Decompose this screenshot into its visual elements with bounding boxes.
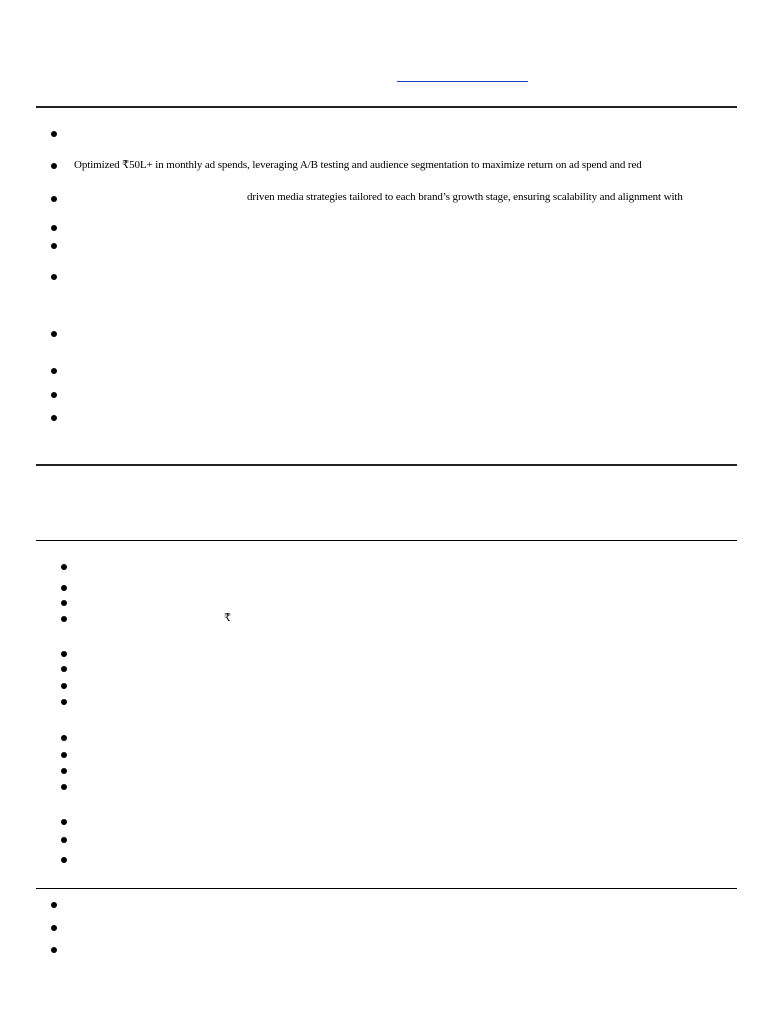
section-divider-experience xyxy=(36,106,737,108)
list-bullet xyxy=(51,415,57,421)
list-bullet xyxy=(61,600,67,606)
list-bullet xyxy=(61,699,67,705)
list-bullet xyxy=(51,902,57,908)
list-bullet xyxy=(51,925,57,931)
section-divider-education xyxy=(36,888,737,889)
header-link-underline[interactable] xyxy=(397,81,528,82)
list-bullet xyxy=(61,683,67,689)
list-bullet xyxy=(61,837,67,843)
list-bullet xyxy=(51,274,57,280)
list-bullet xyxy=(61,752,67,758)
experience-bullet-text: driven media strategies tailored to each brand’s growth stage, ensuring scalability and alignment with xyxy=(247,191,683,203)
list-bullet xyxy=(61,666,67,672)
list-bullet xyxy=(61,819,67,825)
list-bullet xyxy=(61,735,67,741)
list-bullet xyxy=(51,243,57,249)
list-bullet xyxy=(51,392,57,398)
list-bullet xyxy=(61,857,67,863)
list-bullet xyxy=(61,651,67,657)
list-bullet xyxy=(51,225,57,231)
list-bullet xyxy=(51,163,57,169)
list-bullet xyxy=(51,131,57,137)
rupee-symbol-text: ₹ xyxy=(224,612,231,624)
list-bullet xyxy=(51,368,57,374)
list-bullet xyxy=(61,585,67,591)
experience-bullet-text: Optimized ₹50L+ in monthly ad spends, leveraging A/B testing and audience segmentation to maximize return on ad spend and red xyxy=(74,159,642,171)
list-bullet xyxy=(61,784,67,790)
list-bullet xyxy=(51,196,57,202)
section-divider-skills xyxy=(36,464,737,466)
list-bullet xyxy=(61,564,67,570)
section-divider-projects xyxy=(36,540,737,541)
list-bullet xyxy=(51,947,57,953)
list-bullet xyxy=(61,768,67,774)
list-bullet xyxy=(61,616,67,622)
list-bullet xyxy=(51,331,57,337)
